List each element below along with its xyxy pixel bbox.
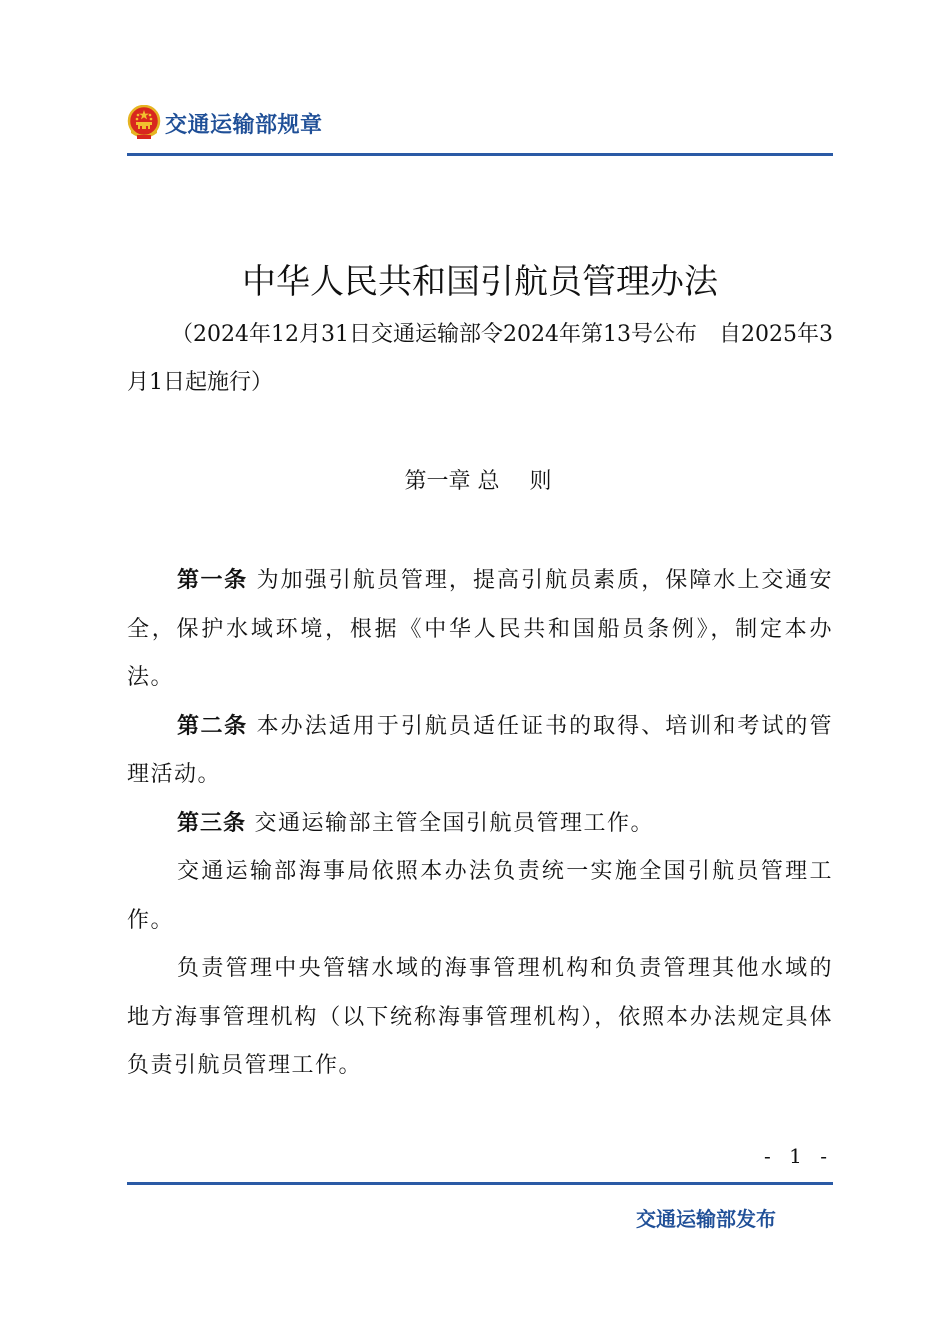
article-paragraph bbox=[127, 945, 833, 1091]
chapter-number: 第一章 bbox=[404, 469, 471, 494]
article-label: 第一条 bbox=[177, 568, 248, 593]
chapter-heading bbox=[127, 458, 833, 506]
document-body bbox=[127, 557, 833, 1091]
article-paragraph bbox=[127, 800, 833, 849]
header-divider bbox=[127, 153, 833, 156]
page-number: - 1 - bbox=[764, 1144, 833, 1168]
article-paragraph bbox=[127, 848, 833, 945]
footer-publisher: 交通运输部发布 bbox=[636, 1207, 776, 1231]
chapter-title: 总 则 bbox=[477, 469, 556, 494]
document-publication-note: （2024年12月31日交通运输部令2024年第13号公布 自2025年3月1日起施行） bbox=[127, 322, 833, 395]
header-title: 交通运输部规章 bbox=[165, 112, 323, 138]
article-text: 交通运输部主管全国引航员管理工作。 bbox=[254, 810, 655, 836]
article-text: 为加强引航员管理，提高引航员素质，保障水上交通安全，保护水域环境，根据《中华人民共和国船员条例》，制定本办法。 bbox=[127, 568, 833, 690]
document-title: 中华人民共和国引航员管理办法 bbox=[242, 262, 718, 302]
article-paragraph bbox=[127, 557, 833, 703]
article-label: 第三条 bbox=[177, 810, 247, 836]
article-label: 第二条 bbox=[177, 713, 248, 739]
article-paragraph bbox=[127, 703, 833, 800]
national-emblem-icon bbox=[127, 105, 161, 141]
article-text: 本办法适用于引航员适任证书的取得、培训和考试的管理活动。 bbox=[127, 713, 833, 787]
article-text: 负责管理中央管辖水域的海事管理机构和负责管理其他水域的地方海事管理机构（以下统称海事管理机构），依照本办法规定具体负责引航员管理工作。 bbox=[127, 956, 833, 1078]
article-text: 交通运输部海事局依照本办法负责统一实施全国引航员管理工作。 bbox=[127, 859, 833, 933]
page-header bbox=[127, 101, 323, 145]
footer-divider bbox=[127, 1182, 833, 1185]
